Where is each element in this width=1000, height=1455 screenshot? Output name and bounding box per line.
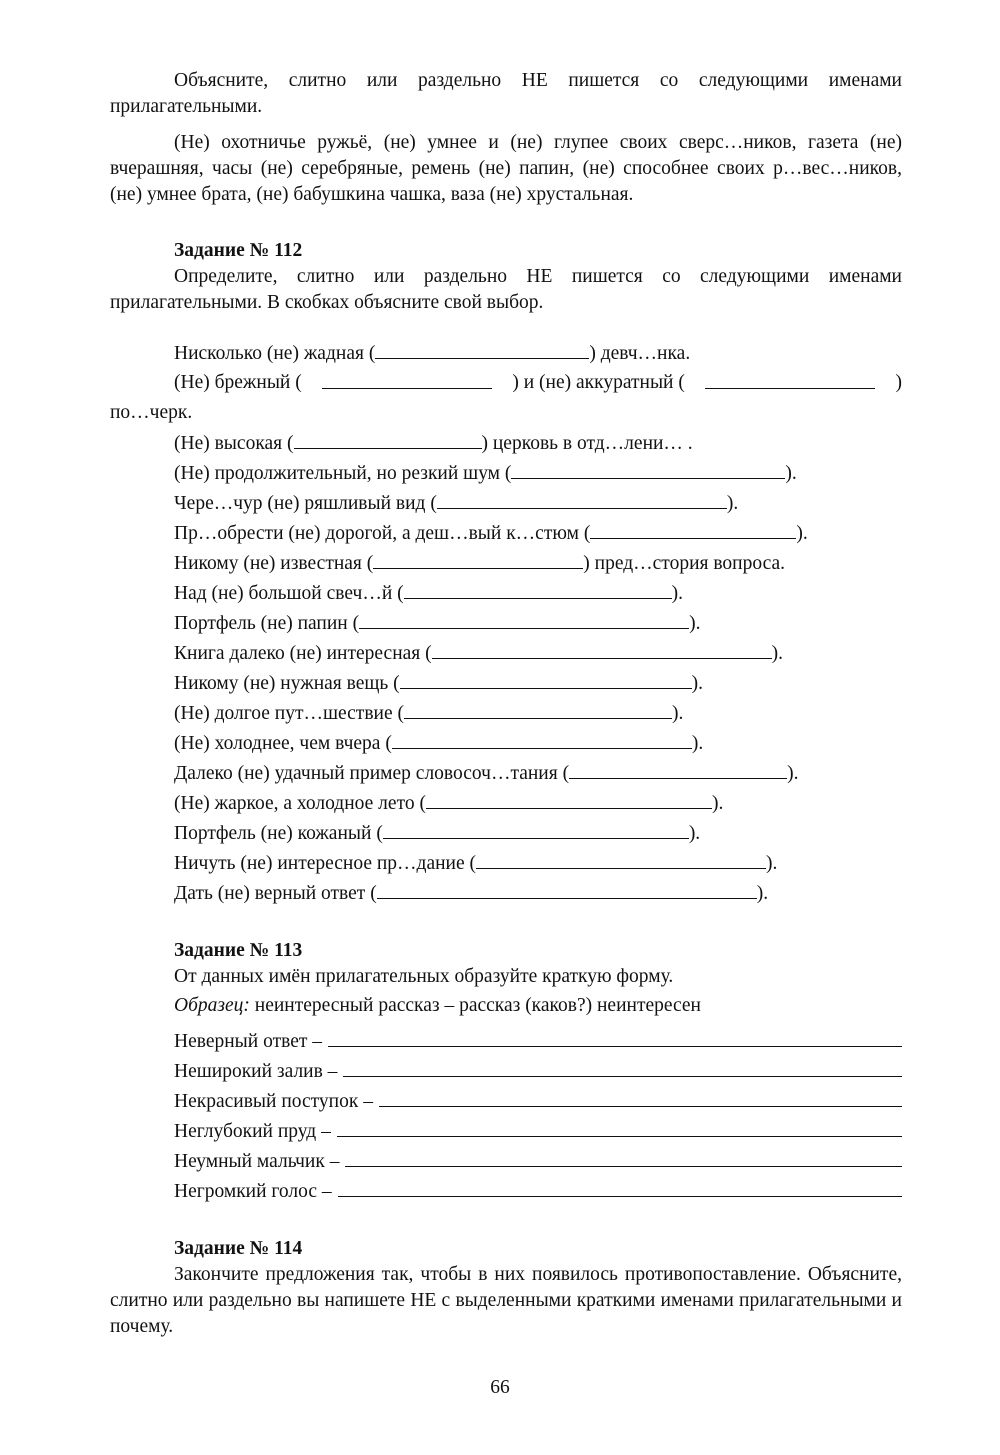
answer-blank[interactable] [377,878,757,899]
exercise-line: (Не) холоднее, чем вчера ( ). [110,728,902,758]
exercise-line: (Не) высокая ( ) церковь в отд…лени… . [110,428,902,458]
exercise-line-continuation: по…черк. [110,402,193,423]
task-114-title: Задание № 114 [174,1238,303,1259]
answer-blank[interactable] [383,818,689,839]
exercise-line: (Не) брежный ( ) и (не) аккуратный ( ) [110,368,902,398]
intro-instruction: Объясните, слитно или раздельно НЕ пишется со следующими именами прилагательными. [110,70,902,117]
answer-blank[interactable] [338,1176,902,1197]
exercise-line: Никому (не) известная ( ) пред…стория вопроса. [110,548,902,578]
answer-blank[interactable] [373,548,583,569]
short-form-line: Негромкий голос – [110,1176,902,1206]
short-form-line: Неумный мальчик – [110,1146,902,1176]
answer-blank[interactable] [404,578,672,599]
exercise-line: Ничуть (не) интересное пр…дание ( ). [110,848,902,878]
short-form-line: Неглубокий пруд – [110,1116,902,1146]
answer-blank[interactable] [426,788,712,809]
answer-blank[interactable] [294,428,482,449]
answer-blank[interactable] [379,1086,902,1107]
answer-blank[interactable] [345,1146,902,1167]
answer-blank[interactable] [328,1026,902,1047]
exercise-line: Книга далеко (не) интересная ( ). [110,638,902,668]
answer-blank[interactable] [511,458,785,479]
exercise-line: Дать (не) верный ответ ( ). [110,878,902,908]
sample-label: Образец: [174,995,250,1016]
exercise-line: Чере…чур (не) ряшливый вид ( ). [110,488,902,518]
short-form-line: Неширокий залив – [110,1056,902,1086]
exercise-line: (Не) долгое пут…шествие ( ). [110,698,902,728]
exercise-line: (Не) продолжительный, но резкий шум ( ). [110,458,902,488]
answer-blank[interactable] [322,368,492,389]
answer-blank[interactable] [437,488,727,509]
page-number: 66 [490,1377,510,1398]
exercise-line: (Не) жаркое, а холодное лето ( ). [110,788,902,818]
answer-blank[interactable] [343,1056,902,1077]
answer-blank[interactable] [337,1116,902,1137]
task-112-title: Задание № 112 [174,240,303,261]
short-form-line: Неверный ответ – [110,1026,902,1056]
exercise-line: Пр…обрести (не) дорогой, а деш…вый к…стюм ( ). [110,518,902,548]
answer-blank[interactable] [359,608,689,629]
answer-blank[interactable] [432,638,772,659]
task-112-instruction: Определите, слитно или раздельно НЕ пишется со следующими именами прилагательными. В скобках объясните свой выбор. [110,266,902,313]
answer-blank[interactable] [476,848,766,869]
answer-blank[interactable] [590,518,796,539]
answer-blank[interactable] [392,728,692,749]
exercise-line: Над (не) большой свеч…й ( ). [110,578,902,608]
task-113-title: Задание № 113 [174,940,303,961]
exercise-line: Портфель (не) папин ( ). [110,608,902,638]
answer-blank[interactable] [569,758,787,779]
answer-blank[interactable] [375,338,589,359]
exercise-line: Никому (не) нужная вещь ( ). [110,668,902,698]
task-113-instruction: От данных имён прилагательных образуйте краткую форму. [174,966,674,987]
sample-text: неинтересный рассказ – рассказ (каков?) неинтересен [249,995,701,1016]
task-113-sample [110,990,902,1026]
answer-blank[interactable] [404,698,672,719]
task-114-instruction: Закончите предложения так, чтобы в них появилось противопоставление. Объясните, слитно или раздельно вы напишете НЕ с выделенными краткими именами прилагательными и почему. [110,1264,902,1337]
intro-text: (Не) охотничье ружьё, (не) умнее и (не) глупее своих сверс…ников, газета (не) вчерашняя, часы (не) серебряные, ремень (не) папин, (не) способнее своих р…вес…ников, (не) умнее брата, (не) бабушкина чашка, ваза (не) хрустальная. [110,132,902,205]
short-form-line: Некрасивый поступок – [110,1086,902,1116]
exercise-line: Нисколько (не) жадная ( ) девч…нка. [110,338,902,368]
answer-blank[interactable] [705,368,875,389]
page-content [110,68,902,1340]
exercise-line: Далеко (не) удачный пример словосоч…тания ( ). [110,758,902,788]
answer-blank[interactable] [400,668,692,689]
exercise-line: Портфель (не) кожаный ( ). [110,818,902,848]
